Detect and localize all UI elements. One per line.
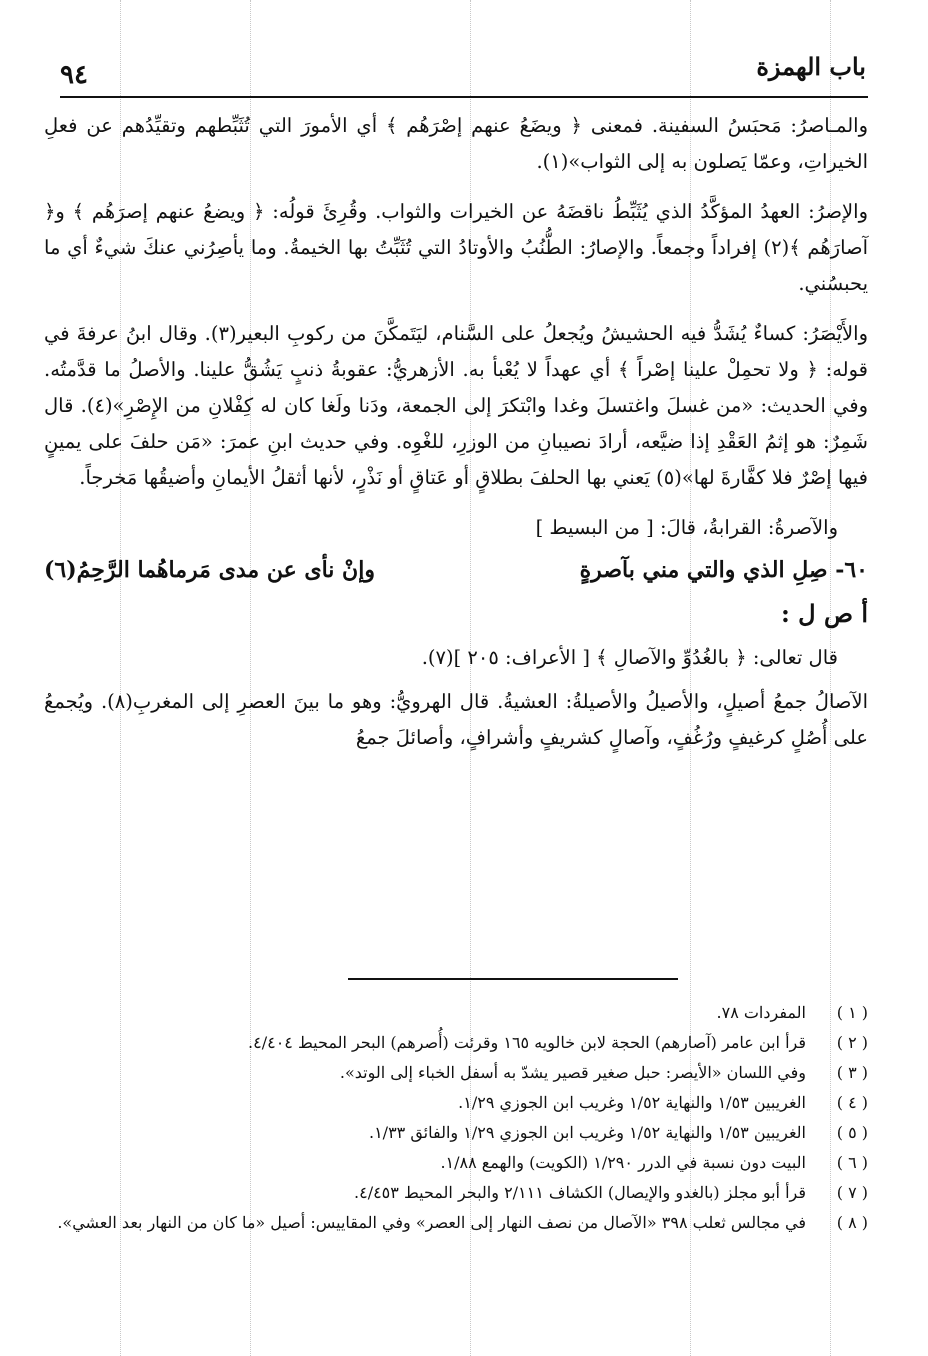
footnote-rule	[348, 978, 678, 980]
paragraph: والمـاصرُ: مَحبَسُ السفينة. فمعنى ﴿ ويضَعُ عنهم إصْرَهُم ﴾ أي الأمورَ التي تُثَبِّطهم وتقيِّدُهم عن فعلِ الخيراتِ، وعمّا يَصلون به إلى الثواب»(١).	[44, 114, 868, 173]
chapter-title: باب الهمزة	[756, 52, 866, 81]
footnote-number: ( ٣ )	[836, 1063, 868, 1082]
footnote	[44, 1208, 868, 1238]
footnote-number: ( ٦ )	[836, 1153, 868, 1172]
footnote	[44, 1088, 868, 1118]
paragraph: والإصرُ: العهدُ المؤكَّدُ الذي يُثَبِّطُ ناقضَهُ عن الخيرات والثواب. وقُرِئَ قولُه: ﴿ ويضعُ عنهم إصرَهُم ﴾ و﴿ آصارَهُم ﴾(٢) إفراداً وجمعاً. والإصارُ: الطُّنُبُ والأوتادُ التي تُثَبِّتُ بها الخيمةُ. وما يأصِرُني عنكَ شيءٌ أي ما يحبسُني.	[44, 200, 868, 295]
footnote-text: في مجالس ثعلب ٣٩٨ «الآصال من نصف النهار إلى العصر» وفي المقاييس: أصيل «ما كان من النهار بعد العشي».	[57, 1213, 806, 1232]
footnote	[44, 1028, 868, 1058]
footnote-text: الغريبين ١/٥٣ والنهاية ١/٥٢ وغريب ابن الجوزي ١/٢٩.	[458, 1093, 806, 1112]
footnote-number: ( ٤ )	[836, 1093, 868, 1112]
footnote-text: البيت دون نسبة في الدرر ١/٢٩٠ (الكويت) والهمع ١/٨٨.	[440, 1153, 806, 1172]
verse-intro: والآصرةُ: القرابةُ، قالَ: [ من البسيط ]	[535, 516, 838, 539]
footnote-text: وفي اللسان «الأيصر: حبل صغير قصير يشدّ به أسفل الخباء إلى الوتد».	[339, 1063, 806, 1082]
paragraph: الآصالُ جمعُ أصيلٍ، والأصيلُ والأصيلةُ: العشيةُ. قال الهرويُّ: وهو ما بينَ العصرِ إلى المغربِ(٨). ويُجمعُ على أُصُلٍ كرغيفٍ ورُغُفٍ، وآصالٍ كشريفٍ وأشرافٍ، وأصائلَ جمعُ	[44, 690, 868, 749]
root-heading: أ ص ل :	[780, 599, 868, 628]
verse-first-hemistich: ٦٠- صِلِ الذي والتي مني بآصرةٍ	[579, 557, 868, 583]
main-text	[44, 108, 868, 770]
footnote-number: ( ١ )	[836, 1003, 868, 1022]
footnote	[44, 1118, 868, 1148]
footnotes	[44, 998, 868, 1238]
footnote-number: ( ٨ )	[836, 1213, 868, 1232]
poetry-verse	[44, 550, 868, 590]
footnote-text: المفردات ٧٨.	[716, 1003, 806, 1022]
footnote-text: قرأ أبو مجلز (بالغدو والإيصال) الكشاف ٢/١١١ والبحر المحيط ٤/٤٥٣.	[354, 1183, 806, 1202]
footnote-number: ( ٥ )	[836, 1123, 868, 1142]
footnote	[44, 1148, 868, 1178]
header-rule	[60, 96, 868, 98]
page-number: ٩٤	[60, 60, 88, 90]
footnote	[44, 1178, 868, 1208]
paragraph: والأَيْصَرُ: كساءٌ يُشَدُّ فيه الحشيشُ ويُجعلُ على السَّنام، ليَتَمكَّنَ من ركوبِ البعير(٣). وقال ابنُ عرفةَ في قوله: ﴿ ولا تحمِلْ علينا إصْراً ﴾ أي عهداً لا يُعْبأ به. الأزهريُّ: عقوبةُ ذنبٍ يَشُقُّ علينا. والأصلُ ما قدَّمتُه. وفي الحديث: «من غسلَ واغتسلَ وغدا وابْتكرَ إلى الجمعة، ودَنا ولَغا كان له كِفْلانِ من الإِصْرِ»(٤). قال شَمِرٌ: هو إثمُ العَقْدِ إذا ضيَّعه، أرادَ نصيبانِ من الوزرِ، للغْوِه. وفي حديث ابنِ عمرَ: «مَن حلفَ على يمينٍ فيها إصْرٌ فلا كفَّارةَ لها»(٥) يَعني بها الحلفَ بطلاقٍ أو عَتاقٍ أو نَذْرٍ، لأنها أثقلُ الأيمانِ وأضيقُها مَخرجاً.	[44, 322, 869, 489]
quran-citation: قال تعالى: ﴿ بالغُدُوِّ والآصالِ ﴾ [ الأعراف: ٢٠٥ ](٧).	[421, 646, 838, 669]
footnote	[44, 1058, 868, 1088]
footnote-number: ( ٧ )	[836, 1183, 868, 1202]
footnote-text: قرأ ابن عامر (آصارهم) الحجة لابن خالويه ١٦٥ وقرئت (أُصرهم) البحر المحيط ٤/٤٠٤.	[248, 1033, 806, 1052]
footnote-number: ( ٢ )	[836, 1033, 868, 1052]
verse-second-hemistich: وإنْ نأى عن مدى مَرماهُما الرَّحِمُ(٦)	[44, 557, 375, 583]
footnote	[44, 998, 868, 1028]
footnote-text: الغريبين ١/٥٣ والنهاية ١/٥٢ وغريب ابن الجوزي ١/٢٩ والفائق ١/٣٣.	[368, 1123, 806, 1142]
